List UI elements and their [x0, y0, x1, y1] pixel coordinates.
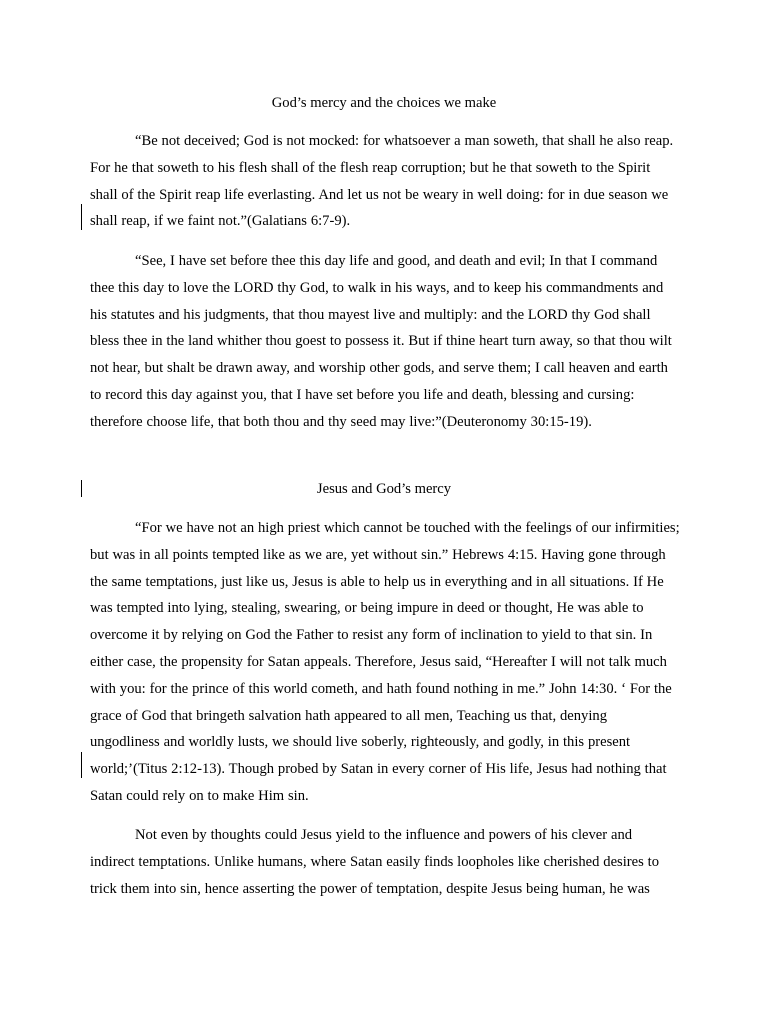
paragraph-galatians: “Be not deceived; God is not mocked: for whatsoever a man soweth, that shall he also reap. For he that soweth to his flesh shall of the flesh reap corruption; but he that soweth to the Spirit shall of the Spirit reap life everlasting. And let us not be weary in well doing: for in due season we shall reap, if we faint not.”(Galatians 6:7-9). [90, 133, 674, 230]
revision-bar-1 [81, 204, 82, 230]
document-title: God’s mercy and the choices we make [271, 95, 497, 111]
revision-bar-3 [81, 752, 82, 778]
paragraph-temptations: Not even by thoughts could Jesus yield to the influence and powers of his clever and indirect temptations. Unlike humans, where Satan easily finds loopholes like cherished desires to trick them into sin, hence asserting the power of temptation, despite Jesus being human, he was [90, 827, 659, 897]
paragraph-deuteronomy: “See, I have set before thee this day life and good, and death and evil; In that I command thee this day to love the LORD thy God, to walk in his ways, and to keep his commandments and his statutes and his judgments, that thou mayest live and multiply: and the LORD thy God shall bless thee in the land whither thou goest to possess it. But if thine heart turn away, so that thou wilt not hear, but shalt be drawn away, and worship other gods, and serve them; I call heaven and earth to record this day against you, that I have set before you life and death, blessing and cursing: therefore choose life, that both thou and thy seed may live:”(Deuteronomy 30:15-19). [90, 253, 672, 430]
section-heading: Jesus and God’s mercy [316, 481, 452, 497]
paragraph-hebrews: “For we have not an high priest which cannot be touched with the feelings of our infirmities; but was in all points tempted like as we are, yet without sin.” Hebrews 4:15. Having gone through the same temptations, just like us, Jesus is able to help us in everything and in all situations. If He was tempted into lying, stealing, swearing, or being impure in deed or thought, He was able to overcome it by relying on God the Father to resist any form of inclination to yield to that sin. In either case, the propensity for Satan appeals. Therefore, Jesus said, “Hereafter I will not talk much with you: for the prince of this world cometh, and hath found nothing in me.” John 14:30. ‘ For the grace of God that bringeth salvation hath appeared to all men, Teaching us that, denying ungodliness and worldly lusts, we should live soberly, righteously, and godly, in this present world;’(Titus 2:12-13). Though probed by Satan in every corner of His life, Jesus had nothing that Satan could rely on to make Him sin. [90, 520, 680, 804]
